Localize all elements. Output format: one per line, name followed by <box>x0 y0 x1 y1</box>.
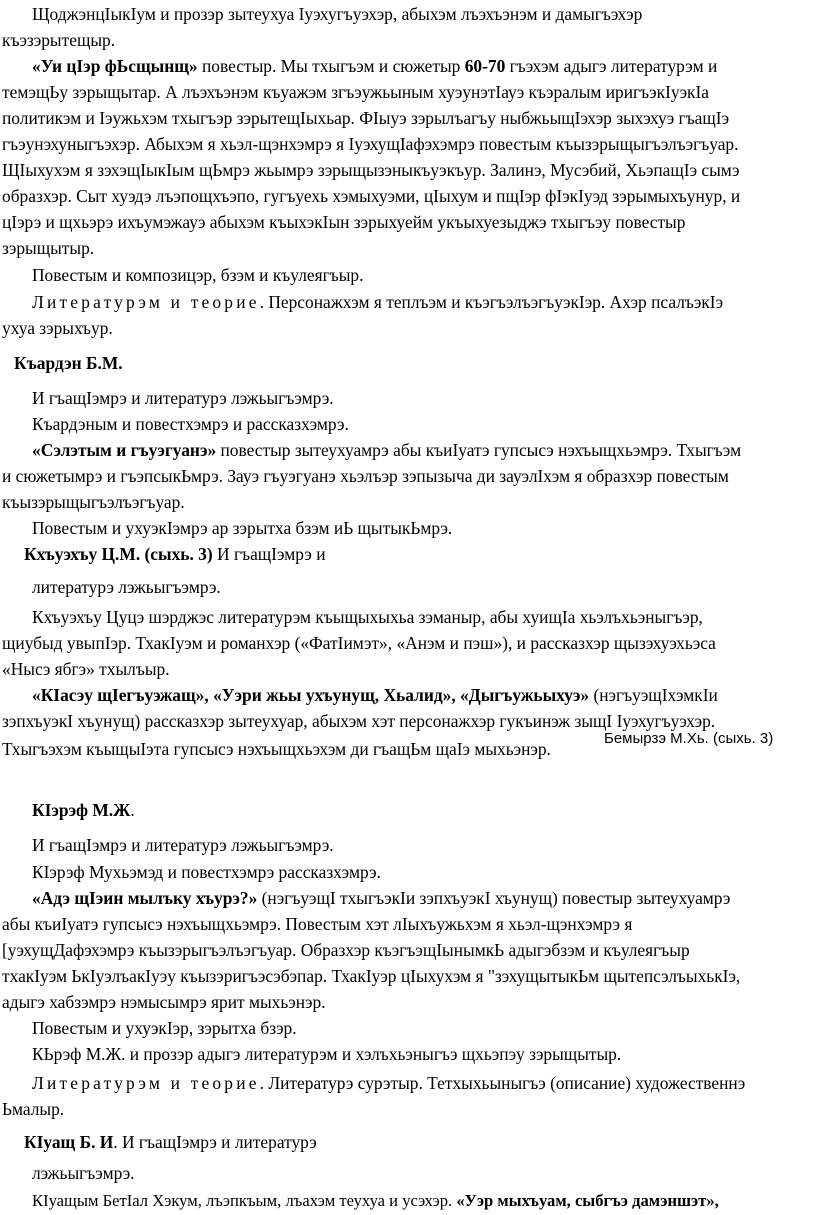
text-line: зэпхъуэкI хъунущ) рассказхэр зытеухуар, абыхэм хэт персонажхэр гукъинэж зыщI Iуэхугъуэхэр. <box>2 711 716 731</box>
text-line: адыгэ хабзэмрэ нэмысымрэ ярит мыхьэнэр. <box>2 992 326 1012</box>
work-title: «КIасэу щIегъуэжащ», «Уэри жьы ухъунущ, Хьалид», «Дыгъужьыхуэ» <box>32 685 590 705</box>
text-line: ЩIыхухэм я зэхэщIыкIым щЬмрэ жьымрэ зэрыщызэныкъуэкъур. Залинэ, Мусэбий, ХьэпащIэ сымэ <box>2 160 740 180</box>
text-line: Тхыгъэхэм къыщыIэта гупсысэ нэхъыщхьэхэм ди гъащЬм щаIэ мыхьэнэр. <box>2 739 551 759</box>
author-heading: КIэрэф М.Ж. <box>32 800 135 820</box>
text-line: политикэм и Iэужьхэм тхыгъэр зэрытещIыхьар. ФIыуэ зэрылъагъу ныбжьыщIэхэр зыхэхуэ гъащIэ <box>2 108 730 128</box>
text-line: гъэунэхуныгъэхэр. Абыхэм я хьэл-щэнхэмрэ я IуэхущIафэхэмрэ повестым къызэрыщыгъэлъэгъуар. <box>2 134 739 154</box>
text-line: «Адэ щIэин мылъку хъурэ?» (нэгъуэщI тхыгъэкIи зэпхъуэкI хъунущ) повестыр зытеухуамрэ <box>32 888 731 908</box>
text-line: «Нысэ ябгэ» тхылъыр. <box>2 659 170 679</box>
text-line: лэжьыгъэмрэ. <box>32 1163 135 1183</box>
text-line: литературэ лэжьыгъэмрэ. <box>32 577 221 597</box>
text-line: Повестым и композицэр, бзэм и къулеягъыр. <box>32 265 364 285</box>
work-title: «Сэлэтым и гъуэгуанэ» <box>32 440 217 460</box>
text-line: Литературэм и теорие. Литературэ сурэтыр. Тетхыхьыныгъэ (описание) художественнэ <box>32 1073 746 1093</box>
text-line: «Сэлэтым и гъуэгуанэ» повестыр зытеухуамрэ абы къиIуатэ гупсысэ нэхъыщхьэмрэ. Тхыгъэм <box>32 440 742 460</box>
text-line: Повестым и ухуэкIэр, зэрытха бзэр. <box>32 1018 297 1038</box>
text-line: къэзэрытещыр. <box>2 30 116 50</box>
author-note: Бемырзэ М.Хь. (сыхь. 3) <box>604 730 774 747</box>
author-heading: КIуащ Б. И. И гъащIэмрэ и литературэ <box>24 1132 317 1152</box>
text-line: И гъащIэмрэ и литературэ лэжьыгъэмрэ. <box>32 835 334 855</box>
text-line: темэщЬу зэрыщытар. А лъэхъэнэм къуажэм згъэужьыным хуэунэтIауэ къэралым иригъэкIуэкIа <box>2 82 709 102</box>
work-title: «Уэр мыхъуам, сыбгъэ дамэншэт», <box>456 1191 719 1210</box>
text-line: щиубыд увыпIэр. ТхакIуэм и романхэр («ФатIимэт», «Анэм и пэш»), и рассказхэр щызэхуэхьэса <box>2 633 716 653</box>
text-line: Литературэм и теорие. Персонажхэм я теплъэм и къэгъэлъэгъуэкIэр. Ахэр псалъэкIэ <box>32 292 724 312</box>
text-line: И гъащIэмрэ и литературэ лэжьыгъэмрэ. <box>32 388 334 408</box>
text-line: «Уи цIэр фЬсщынщ» повестыр. Мы тхыгъэм и сюжетыр 60-70 гъэхэм адыгэ литературэм и <box>32 56 718 76</box>
text-line: КIуащым БетIал Хэкум, лъэпкъым, лъахэм теухуа и усэхэр. «Уэр мыхъуам, сыбгъэ дамэншэт», <box>32 1191 719 1210</box>
text-line: Ьмалыр. <box>2 1099 65 1119</box>
text-line: [уэхущДафэхэмрэ къызэрыгъэлъэгъуар. Образхэр къэгъэщIынымкЬ адыгэбзэм и къулеягъыр <box>2 940 690 960</box>
author-heading: Къардэн Б.М. <box>14 353 123 373</box>
text-line: КЬрэф М.Ж. и прозэр адыгэ литературэм и хэлъхьэныгъэ щхьэпэу зэрыщытыр. <box>32 1044 622 1064</box>
text-line: Повестым и ухуэкIэмрэ ар зэрытха бзэм иЬ щытыкЬмрэ. <box>32 518 453 538</box>
text-line: къызэрыщыгъэлъэгъуар. <box>2 492 185 512</box>
section-label: Литературэм и теорие <box>32 1073 260 1093</box>
work-title: «Уи цIэр фЬсщынщ» <box>32 56 198 76</box>
text-line: образхэр. Сыт хуэдэ лъэпощхъэпо, гугъуехь хэмыхуэми, цIыхум и пщIэр фIэкIуэд зэрымыхъунур, и <box>2 186 741 206</box>
text-line: ЩоджэнцIыкIум и прозэр зытеухуа Iуэхугъуэхэр, абыхэм лъэхъэнэм и дамыгъэхэр <box>32 4 643 24</box>
text-line: зэрыщытыр. <box>2 238 95 258</box>
text-line: «КIасэу щIегъуэжащ», «Уэри жьы ухъунущ, Хьалид», «Дыгъужьыхуэ» (нэгъуэщIхэмкIи <box>32 685 718 705</box>
text-line: Къардэным и повестхэмрэ и рассказхэмрэ. <box>32 414 349 434</box>
text-line: и сюжетымрэ и гъэпсыкЬмрэ. Зауэ гъуэгуанэ хьэлъэр зэпызыча ди зауэлIхэм я образхэр повестым <box>2 466 729 486</box>
text-line: тхакIуэм ЬкIуэлъакIуэу къызэригъэсэбэпар. ТхакIуэр цIыхухэм я "зэхущытыкЬм щытепсэлъыхькIэ, <box>2 966 741 986</box>
text-line: ухуа зэрыхъур. <box>2 318 113 338</box>
section-label: Литературэм и теорие <box>32 292 260 312</box>
text-line: КIэрэф Мухьэмэд и повестхэмрэ рассказхэмрэ. <box>32 862 381 882</box>
text-line: Кхъуэхъу Цуцэ шэрджэс литературэм къыщыхыхьа зэманыр, абы хуищIа хьэлъхьэныгъэр, <box>32 607 703 627</box>
text-line: абы къиIуатэ гупсысэ нэхъыщхьэмрэ. Повестым хэт лIыхъужьхэм я хьэл-щэнхэмрэ я <box>2 914 633 934</box>
text-line: цIэрэ и щхьэрэ ихъумэжауэ абыхэм къыхэкIын зэрыхуейм укъыхуезыджэ тхыгъэу повестыр <box>2 212 686 232</box>
author-heading: Кхъуэхъу Ц.М. (сыхь. 3) И гъащIэмрэ и <box>24 544 326 564</box>
work-title: «Адэ щIэин мылъку хъурэ?» <box>32 888 258 908</box>
